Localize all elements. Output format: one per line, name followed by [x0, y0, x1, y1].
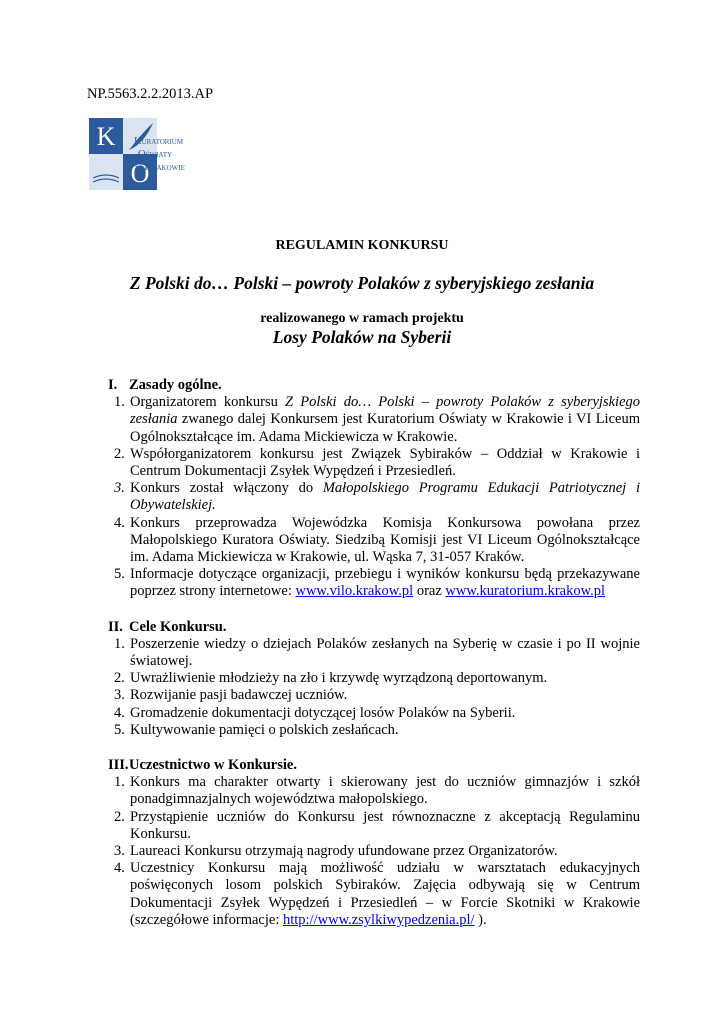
item-text-italic: Małopolskiego Programu Edukacji Patriotycznej i Obywatelskiej. [130, 480, 640, 514]
item-text: Uwrażliwienie młodzieży na zło i krzywdę wyrządzoną deportowanym. [130, 670, 548, 687]
list-item [108, 446, 640, 480]
item-number: 5. [114, 721, 125, 738]
item-text: Współorganizatorem konkursu jest Związek Sybiraków – Oddział w Krakowie i Centrum Dokumentacji Zsyłek Wypędzeń i Przesiedleń. [130, 445, 640, 480]
item-number: 1. [114, 635, 125, 652]
item-text: Konkurs przeprowadza Wojewódzka Komisja Konkursowa powołana przez Małopolskiego Kuratora Oświaty. Siedzibą Komisji jest VI Liceum Ogólnokształcące im. Adama Mickiewicza w Krakowie, ul. Wąska 7, 31-057 Kraków. [130, 514, 640, 566]
list-item [108, 566, 640, 600]
regulamin-heading: REGULAMIN KONKURSU [275, 238, 449, 253]
list-item [108, 705, 640, 722]
item-text: Konkurs ma charakter otwarty i skierowany jest do uczniów gimnazjów i szkół ponadgimnazjalnych województwa małopolskiego. [130, 774, 640, 808]
item-number: 3. [114, 843, 125, 860]
regulations-body [108, 377, 640, 929]
item-text: Gromadzenie dokumentacji dotyczącej losów Polaków na Syberii. [130, 704, 516, 721]
item-number: 5. [114, 566, 125, 583]
item-number: 4. [114, 704, 125, 721]
item-number: 3. [114, 480, 125, 497]
item-text: Informacje dotyczące organizacji, przebiegu i wyników konkursu będą przekazywane poprzez strony internetowe: [130, 566, 640, 600]
item-number: 2. [114, 808, 125, 825]
section-title: Uczestnictwo w Konkursie. [129, 757, 297, 774]
document-reference-number: NP.5563.2.2.2013.AP [87, 86, 214, 102]
list-item [108, 809, 640, 843]
item-number: 2. [114, 670, 125, 687]
item-text-italic: Z Polski do… Polski – powroty Polaków z syberyjskiego zesłania [130, 394, 641, 428]
item-text: Rozwijanie pasji badawczej uczniów. [130, 687, 348, 704]
list-item [108, 687, 640, 704]
vilo-link[interactable]: www.vilo.krakow.pl [295, 583, 414, 600]
item-text: Uczestnicy Konkursu mają możliwość udziału w warsztatach edukacyjnych poświęconych losom polskich Sybiraków. Zajęcia odbywają się w Centrum Dokumentacji Zsyłek Wypędzeń i Przesiedleń – w Forcie Skotniki w Krakowie (szczegółowe informacje: [130, 860, 640, 928]
section-number: I. [108, 377, 118, 393]
section-heading [108, 377, 640, 394]
logo-text [134, 135, 185, 174]
list-item [108, 774, 640, 808]
list-item [108, 670, 640, 687]
item-text: ). [474, 911, 487, 928]
section-heading [108, 757, 640, 774]
item-text: Przystąpienie uczniów do Konkursu jest równoznaczne z akceptacją Regulaminu Konkursu. [130, 808, 640, 842]
logo-text-line: w Krakowie [135, 162, 185, 173]
section-number: III. [108, 757, 129, 774]
list-item [108, 860, 640, 929]
kuratorium-link[interactable]: www.kuratorium.krakow.pl [445, 583, 606, 600]
list-item [108, 843, 640, 860]
list-item [108, 722, 640, 739]
item-text: oraz [413, 583, 446, 600]
zsylki-link[interactable]: http://www.zsylkiwypedzenia.pl/ [282, 911, 475, 928]
logo-letter-k: K [96, 122, 116, 151]
item-number: 4. [114, 860, 125, 877]
section-title: Zasady ogólne. [129, 377, 222, 393]
section-heading [108, 619, 640, 636]
logo-text-line: Kuratorium [134, 136, 184, 147]
item-text: Poszerzenie wiedzy o dziejach Polaków zesłanych na Syberię w czasie i po II wojnie światowej. [130, 635, 640, 670]
project-name: Losy Polaków na Syberii [272, 327, 452, 347]
list-item [108, 515, 640, 567]
contest-title: Z Polski do… Polski – powroty Polaków z syberyjskiego zesłania [129, 273, 595, 293]
list-item [108, 480, 640, 514]
item-text: Laureaci Konkursu otrzymają nagrody ufundowane przez Organizatorów. [130, 843, 558, 860]
item-text: Kultywowanie pamięci o polskich zesłańcach. [130, 721, 399, 738]
item-text: zwanego dalej Konkursem jest Kuratorium Oświaty w Krakowie i VI Liceum Ogólnokształcące im. Adama Mickiewicza w Krakowie. [130, 411, 640, 445]
item-number: 3. [114, 687, 125, 704]
logo-letter-o: O [130, 159, 150, 188]
logo-tile-book [89, 154, 123, 190]
list-item [108, 394, 640, 446]
list-item [108, 636, 640, 670]
item-number: 4. [114, 514, 125, 531]
item-number: 2. [114, 445, 125, 462]
item-number: 1. [114, 394, 125, 411]
item-text: Organizatorem konkursu [130, 394, 286, 411]
section-title: Cele Konkursu. [129, 618, 227, 635]
item-number: 1. [114, 774, 125, 791]
item-text: Konkurs został włączony do [130, 480, 323, 497]
section-number: II. [108, 618, 123, 635]
logo-text-line: Oświaty [138, 149, 173, 160]
project-intro: realizowanego w ramach projektu [260, 311, 464, 326]
